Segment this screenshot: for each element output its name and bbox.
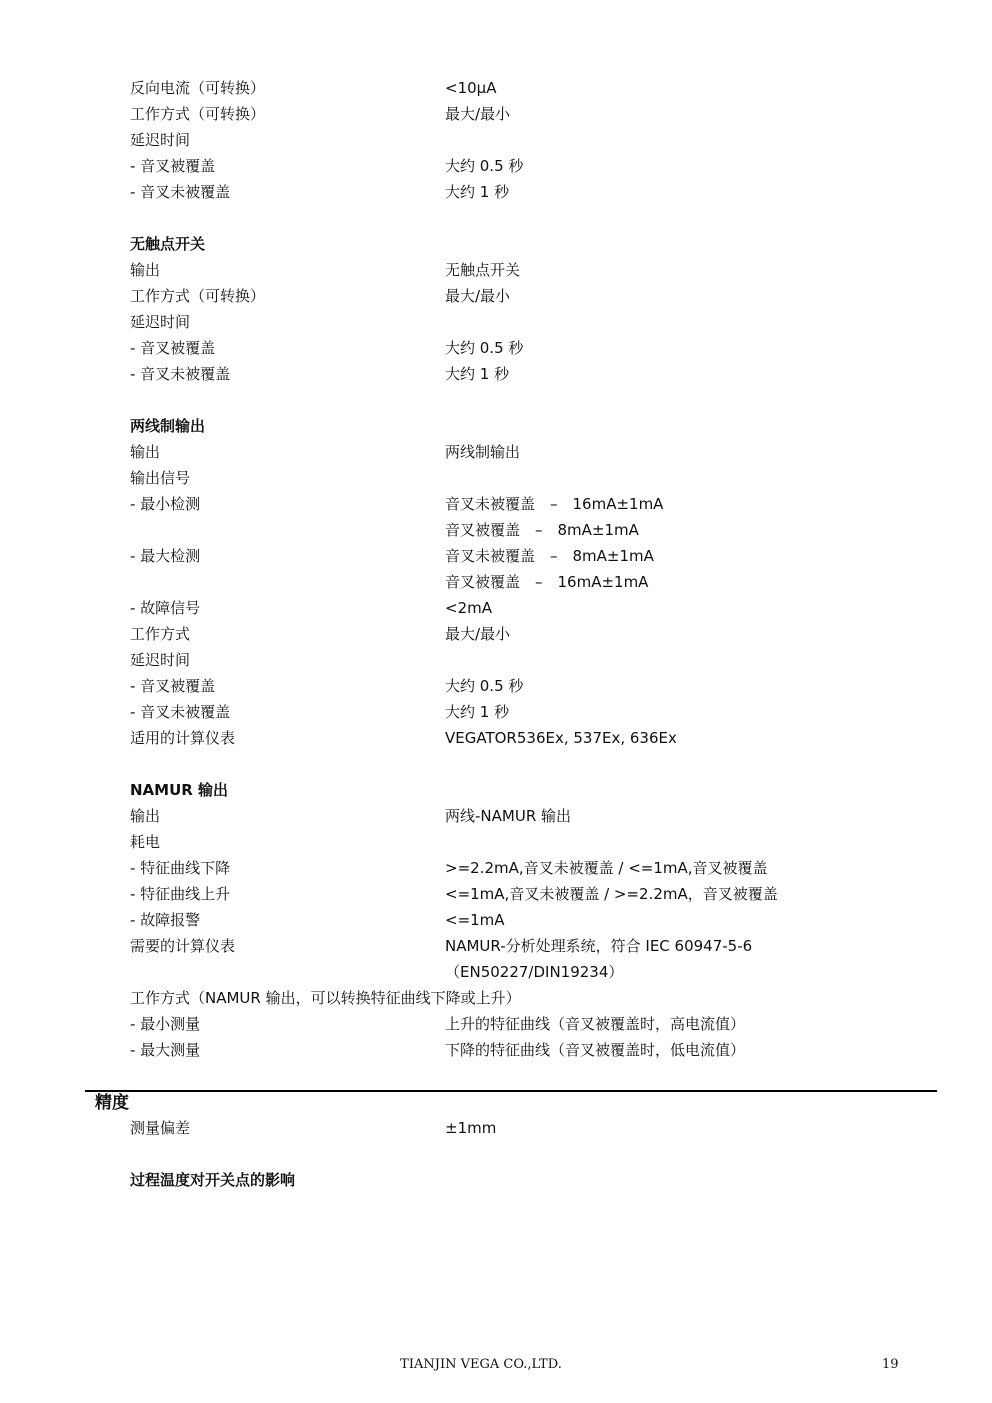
- spec-row-uncovered: [0, 179, 992, 205]
- spec-value: 上升的特征曲线（音叉被覆盖时，高电流值）: [445, 1015, 746, 1033]
- spec-value: 音叉未被覆盖 – 16mA±1mA: [445, 495, 664, 513]
- spec-label: 反向电流（可转换）: [130, 79, 266, 97]
- spec-row-deviation: [0, 1115, 992, 1141]
- spec-value: 大约 0.5 秒: [445, 157, 524, 175]
- spec-label: - 特征曲线下降: [130, 859, 231, 877]
- spec-row-covered: [0, 335, 992, 361]
- section-title-accuracy: 精度: [95, 1093, 129, 1113]
- spec-label: - 最小检测: [130, 495, 201, 513]
- section-heading: 过程温度对开关点的影响: [130, 1171, 296, 1189]
- spec-label: 耗电: [130, 833, 161, 851]
- spec-value: <=1mA: [445, 911, 505, 929]
- spec-value: >=2.2mA,音叉未被覆盖 / <=1mA,音叉被覆盖: [445, 859, 768, 877]
- spec-label: 输出: [130, 807, 161, 825]
- section-heading-namur: [0, 777, 992, 803]
- spec-row-output: [0, 803, 992, 829]
- spec-label: - 最小测量: [130, 1015, 201, 1033]
- section-heading: NAMUR 输出: [130, 781, 229, 799]
- spec-row-mode: [0, 283, 992, 309]
- spec-label: - 音叉被覆盖: [130, 677, 216, 695]
- spec-label: 输出: [130, 261, 161, 279]
- spec-label: 延迟时间: [130, 651, 191, 669]
- spec-row-delay: [0, 647, 992, 673]
- spec-label: 工作方式: [130, 625, 191, 643]
- spec-row-alarm: [0, 907, 992, 933]
- spec-label: 工作方式（可转换）: [130, 105, 266, 123]
- spec-label: 工作方式（可转换）: [130, 287, 266, 305]
- spec-value: 两线制输出: [445, 443, 521, 461]
- spec-value: 音叉被覆盖 – 8mA±1mA: [445, 521, 639, 539]
- spec-row-delay: [0, 309, 992, 335]
- spec-value: 两线-NAMUR 输出: [445, 807, 572, 825]
- spec-row-covered: [0, 153, 992, 179]
- page-number: 19: [882, 1357, 899, 1372]
- spec-label: - 最大检测: [130, 547, 201, 565]
- spec-label: - 音叉未被覆盖: [130, 183, 231, 201]
- section-heading: 无触点开关: [130, 235, 206, 253]
- spec-row-output: [0, 257, 992, 283]
- spec-row-rising: [0, 881, 992, 907]
- spec-label: 输出信号: [130, 469, 191, 487]
- spec-row-output: [0, 439, 992, 465]
- section-heading-temperature: [0, 1167, 992, 1193]
- spec-row-mode: [0, 101, 992, 127]
- spec-label: 输出: [130, 443, 161, 461]
- section-divider: [85, 1090, 937, 1092]
- spec-label: 适用的计算仪表: [130, 729, 236, 747]
- spec-label: - 最大测量: [130, 1041, 201, 1059]
- spec-label: - 特征曲线上升: [130, 885, 231, 903]
- spec-value: （EN50227/DIN19234）: [445, 963, 624, 981]
- spec-label: 需要的计算仪表: [130, 937, 236, 955]
- spec-row-min-detect: [0, 491, 992, 517]
- spec-value: VEGATOR536Ex, 537Ex, 636Ex: [445, 729, 677, 747]
- spec-row-min-measure: [0, 1011, 992, 1037]
- spec-value: 大约 0.5 秒: [445, 677, 524, 695]
- spec-value: 大约 1 秒: [445, 703, 510, 721]
- spec-row-max-detect: [0, 543, 992, 569]
- spec-value: 大约 1 秒: [445, 365, 510, 383]
- spec-row-uncovered: [0, 361, 992, 387]
- section-heading-two-wire: [0, 413, 992, 439]
- spec-label: - 音叉被覆盖: [130, 339, 216, 357]
- spec-row-mode: [0, 621, 992, 647]
- spec-row-power: [0, 829, 992, 855]
- spec-value: 下降的特征曲线（音叉被覆盖时，低电流值）: [445, 1041, 746, 1059]
- spec-row-instrument: [0, 933, 992, 959]
- spec-row-max-detect-cont: [0, 569, 992, 595]
- spec-row-falling: [0, 855, 992, 881]
- spec-value: 最大/最小: [445, 287, 511, 305]
- spec-label: - 音叉未被覆盖: [130, 703, 231, 721]
- spec-label: - 故障信号: [130, 599, 201, 617]
- spec-value: <2mA: [445, 599, 492, 617]
- spec-row-namur-mode: [0, 985, 992, 1011]
- spec-value: 音叉未被覆盖 – 8mA±1mA: [445, 547, 654, 565]
- spec-label: - 音叉未被覆盖: [130, 365, 231, 383]
- spec-label: - 音叉被覆盖: [130, 157, 216, 175]
- footer-company: TIANJIN VEGA CO.,LTD.: [400, 1357, 562, 1372]
- spec-row-delay: [0, 127, 992, 153]
- spec-row-fault: [0, 595, 992, 621]
- spec-label: 延迟时间: [130, 131, 191, 149]
- spec-row-instrument-cont: [0, 959, 992, 985]
- spec-row-reverse-current: [0, 75, 992, 101]
- spec-value: NAMUR-分析处理系统，符合 IEC 60947-5-6: [445, 937, 753, 955]
- spec-value: 无触点开关: [445, 261, 521, 279]
- spec-row-instrument: [0, 725, 992, 751]
- spec-row-max-measure: [0, 1037, 992, 1063]
- spec-row-min-detect-cont: [0, 517, 992, 543]
- spec-value: ±1mm: [445, 1119, 497, 1137]
- section-heading-contactless: [0, 231, 992, 257]
- spec-row-signal: [0, 465, 992, 491]
- section-heading: 两线制输出: [130, 417, 206, 435]
- spec-label: 延迟时间: [130, 313, 191, 331]
- spec-label: 工作方式（NAMUR 输出，可以转换特征曲线下降或上升）: [130, 989, 521, 1007]
- spec-value: <=1mA,音叉未被覆盖 / >=2.2mA，音叉被覆盖: [445, 885, 778, 903]
- spec-label: - 故障报警: [130, 911, 201, 929]
- spec-value: <10µA: [445, 79, 497, 97]
- spec-value: 最大/最小: [445, 625, 511, 643]
- spec-row-covered: [0, 673, 992, 699]
- spec-value: 大约 1 秒: [445, 183, 510, 201]
- spec-value: 大约 0.5 秒: [445, 339, 524, 357]
- spec-row-uncovered: [0, 699, 992, 725]
- spec-label: 测量偏差: [130, 1119, 191, 1137]
- spec-value: 最大/最小: [445, 105, 511, 123]
- spec-value: 音叉被覆盖 – 16mA±1mA: [445, 573, 649, 591]
